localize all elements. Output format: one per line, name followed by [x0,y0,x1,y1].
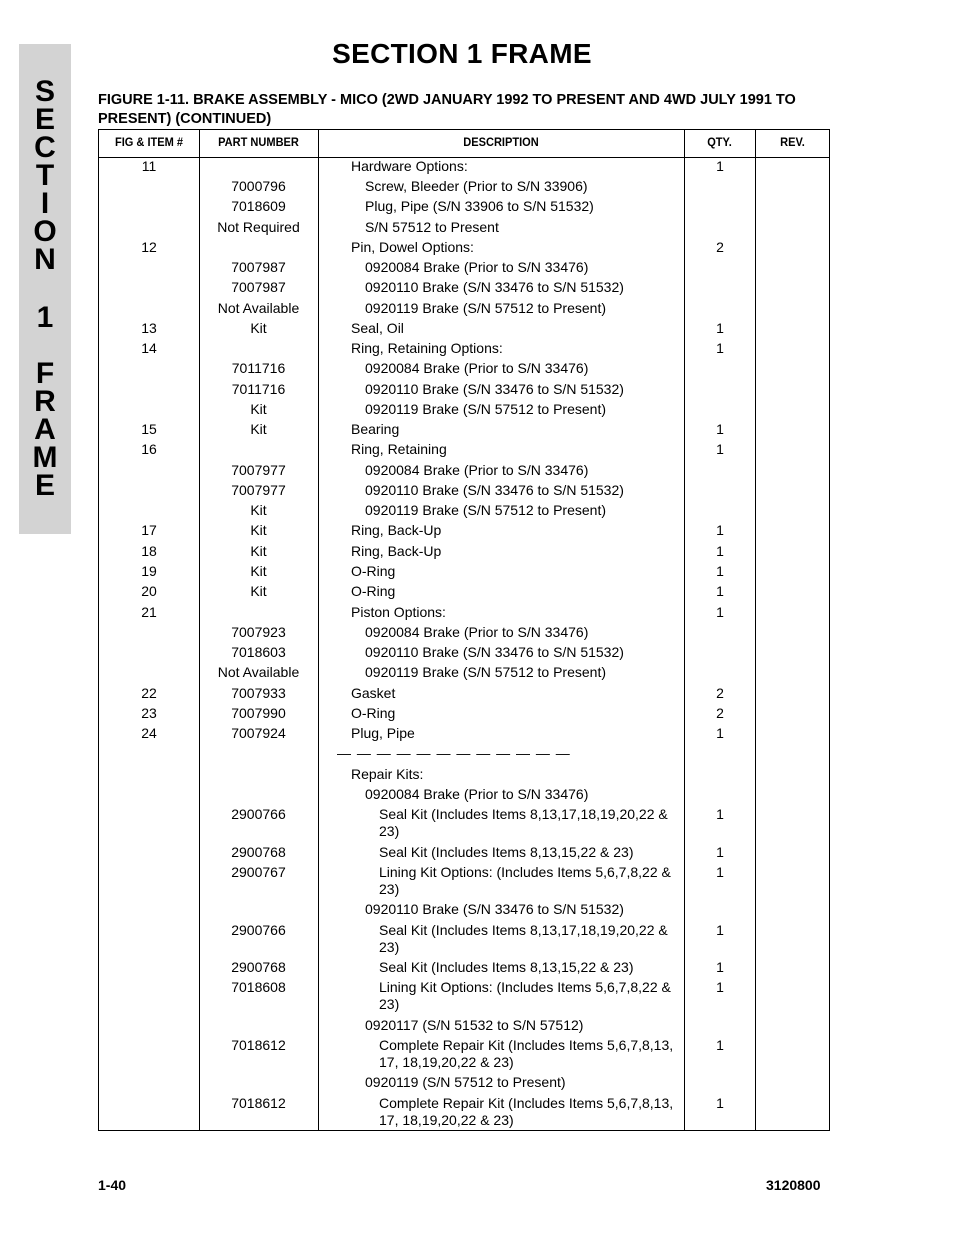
cell-description: Repair Kits: [351,766,424,782]
cell-part-number: Kit [250,583,267,599]
cell-description: Gasket [351,685,396,701]
cell-description: Complete Repair Kit (Includes Items 5,6,7,8,13, 17, 18,19,20,22 & 23) [379,1095,674,1128]
cell-description: O-Ring [351,563,396,579]
column-header-part-number: PART NUMBER [218,135,299,149]
cell-description: Ring, Retaining [351,441,447,457]
cell-description: Seal Kit (Includes Items 8,13,17,18,19,20,22 & 23) [379,806,668,839]
cell-description: Ring, Back-Up [351,522,442,538]
cell-description: 0920117 (S/N 51532 to S/N 57512) [365,1017,584,1033]
cell-part-number: 7018609 [231,198,286,214]
cell-quantity: 1 [716,806,724,822]
cell-description: 0920084 Brake (Prior to S/N 33476) [365,259,589,275]
cell-description: 0920084 Brake (Prior to S/N 33476) [365,786,589,802]
cell-item-number: 15 [141,421,157,437]
cell-part-number: 7000796 [231,178,286,194]
side-tab-letter: R [34,385,56,418]
column-header-fig-item: FIG & ITEM # [114,135,184,149]
column-divider [318,130,319,1130]
cell-description: 0920110 Brake (S/N 33476 to S/N 51532) [365,482,624,498]
cell-part-number: 2900766 [231,806,286,822]
cell-quantity: 1 [716,725,724,741]
cell-part-number: 7011716 [231,360,286,376]
column-divider [755,130,756,1130]
cell-item-number: 22 [141,685,157,701]
cell-part-number: Kit [250,421,267,437]
cell-part-number: 2900767 [231,864,286,880]
cell-quantity: 1 [716,959,724,975]
cell-quantity: 2 [716,685,724,701]
cell-description: Lining Kit Options: (Includes Items 5,6,7,8,22 & 23) [379,864,671,897]
section-title: SECTION 1 FRAME [332,38,592,69]
cell-part-number: 7007987 [231,279,286,295]
cell-description: Seal Kit (Includes Items 8,13,15,22 & 23) [379,959,634,975]
cell-description: 0920119 (S/N 57512 to Present) [365,1074,566,1090]
cell-item-number: 17 [141,522,157,538]
cell-description: Bearing [351,421,400,437]
side-tab-letter: N [34,243,56,276]
cell-quantity: 2 [716,239,724,255]
cell-quantity: 1 [716,583,724,599]
cell-description: Lining Kit Options: (Includes Items 5,6,7,8,22 & 23) [379,979,671,1012]
cell-part-number: Kit [250,320,267,336]
cell-item-number: 24 [141,725,157,741]
cell-description: Ring, Back-Up [351,543,442,559]
side-tab-letter: T [35,159,55,192]
cell-description: 0920110 Brake (S/N 33476 to S/N 51532) [365,279,624,295]
cell-part-number: 7018603 [231,644,286,660]
side-tab-letter: I [40,187,50,220]
cell-quantity: 1 [716,543,724,559]
cell-quantity: 1 [716,340,724,356]
cell-description: 0920110 Brake (S/N 33476 to S/N 51532) [365,644,624,660]
cell-description: O-Ring [351,583,396,599]
cell-description: Piston Options: [351,604,446,620]
cell-description: Seal Kit (Includes Items 8,13,17,18,19,20,22 & 23) [379,922,668,955]
cell-description: 0920119 Brake (S/N 57512 to Present) [365,502,607,518]
cell-quantity: 1 [716,421,724,437]
cell-part-number: Kit [250,522,267,538]
cell-quantity: 1 [716,979,724,995]
cell-description: Plug, Pipe [351,725,415,741]
cell-part-number: Not Available [217,300,300,316]
cell-quantity: 1 [716,844,724,860]
page-number: 1-40 [98,1177,127,1193]
cell-item-number: 23 [141,705,157,721]
cell-quantity: 1 [716,864,724,880]
cell-part-number: Kit [250,502,267,518]
cell-part-number: 7007924 [231,725,286,741]
cell-description: Ring, Retaining Options: [351,340,503,356]
cell-description: O-Ring [351,705,396,721]
column-header-description: DESCRIPTION [463,135,539,149]
side-tab-letter: 1 [36,301,54,334]
cell-item-number: 18 [141,543,157,559]
side-tab-letter: M [32,441,58,474]
cell-part-number: 7018608 [231,979,286,995]
cell-part-number: 2900768 [231,959,286,975]
section-side-tab [19,44,71,534]
cell-quantity: 2 [716,705,724,721]
document-number: 3120800 [766,1177,821,1193]
cell-part-number: 7018612 [231,1095,286,1111]
cell-description: Seal, Oil [351,320,404,336]
side-tab-letter: S [34,75,55,108]
cell-quantity: 1 [716,441,724,457]
cell-description: Hardware Options: [351,158,468,174]
section-separator: — — — — — — — — — — — — [337,745,571,761]
column-header-rev: REV. [780,135,805,149]
cell-description: Plug, Pipe (S/N 33906 to S/N 51532) [365,198,594,214]
cell-part-number: Not Available [217,664,300,680]
cell-quantity: 1 [716,1037,724,1053]
cell-part-number: Kit [250,543,267,559]
cell-description: Complete Repair Kit (Includes Items 5,6,7,8,13, 17, 18,19,20,22 & 23) [379,1037,674,1070]
cell-item-number: 13 [141,320,157,336]
cell-part-number: Kit [250,401,267,417]
cell-description: 0920119 Brake (S/N 57512 to Present) [365,401,607,417]
cell-item-number: 14 [141,340,157,356]
cell-quantity: 1 [716,320,724,336]
cell-part-number: 2900766 [231,922,286,938]
cell-part-number: 7007977 [231,482,286,498]
cell-part-number: 7011716 [231,381,286,397]
cell-part-number: 7007977 [231,462,286,478]
cell-part-number: 7007987 [231,259,286,275]
cell-part-number: 7007933 [231,685,286,701]
cell-quantity: 1 [716,158,724,174]
cell-item-number: 16 [141,441,157,457]
cell-item-number: 20 [141,583,157,599]
cell-item-number: 21 [141,604,157,620]
cell-description: 0920110 Brake (S/N 33476 to S/N 51532) [365,381,624,397]
cell-part-number: Kit [250,563,267,579]
cell-item-number: 11 [141,158,157,174]
side-tab-letter: F [35,357,55,390]
side-tab-letter: O [33,215,57,248]
cell-description: 0920084 Brake (Prior to S/N 33476) [365,360,589,376]
side-tab-letter: A [34,413,56,446]
side-tab-letter: C [34,131,56,164]
cell-part-number: 7007990 [231,705,286,721]
side-tab-letter: E [34,469,55,502]
cell-quantity: 1 [716,563,724,579]
cell-item-number: 12 [141,239,157,255]
cell-description: 0920110 Brake (S/N 33476 to S/N 51532) [365,901,624,917]
cell-part-number: 7007923 [231,624,286,640]
cell-description: Seal Kit (Includes Items 8,13,15,22 & 23) [379,844,634,860]
figure-caption: FIGURE 1-11. BRAKE ASSEMBLY - MICO (2WD JANUARY 1992 TO PRESENT AND 4WD JULY 1991 TO PRESENT) (CONTINUED) [98,92,796,127]
cell-description: Pin, Dowel Options: [351,239,474,255]
cell-part-number: 7018612 [231,1037,286,1053]
cell-description: Screw, Bleeder (Prior to S/N 33906) [365,178,588,194]
cell-quantity: 1 [716,1095,724,1111]
cell-part-number: Not Required [217,219,300,235]
side-tab-letter: E [34,103,55,136]
parts-table [98,129,830,1131]
cell-description: S/N 57512 to Present [365,219,499,235]
cell-quantity: 1 [716,522,724,538]
cell-description: 0920119 Brake (S/N 57512 to Present) [365,300,607,316]
cell-quantity: 1 [716,922,724,938]
cell-item-number: 19 [141,563,157,579]
cell-description: 0920119 Brake (S/N 57512 to Present) [365,664,607,680]
cell-quantity: 1 [716,604,724,620]
cell-description: 0920084 Brake (Prior to S/N 33476) [365,624,589,640]
column-header-qty: QTY. [707,135,732,149]
cell-part-number: 2900768 [231,844,286,860]
cell-description: 0920084 Brake (Prior to S/N 33476) [365,462,589,478]
